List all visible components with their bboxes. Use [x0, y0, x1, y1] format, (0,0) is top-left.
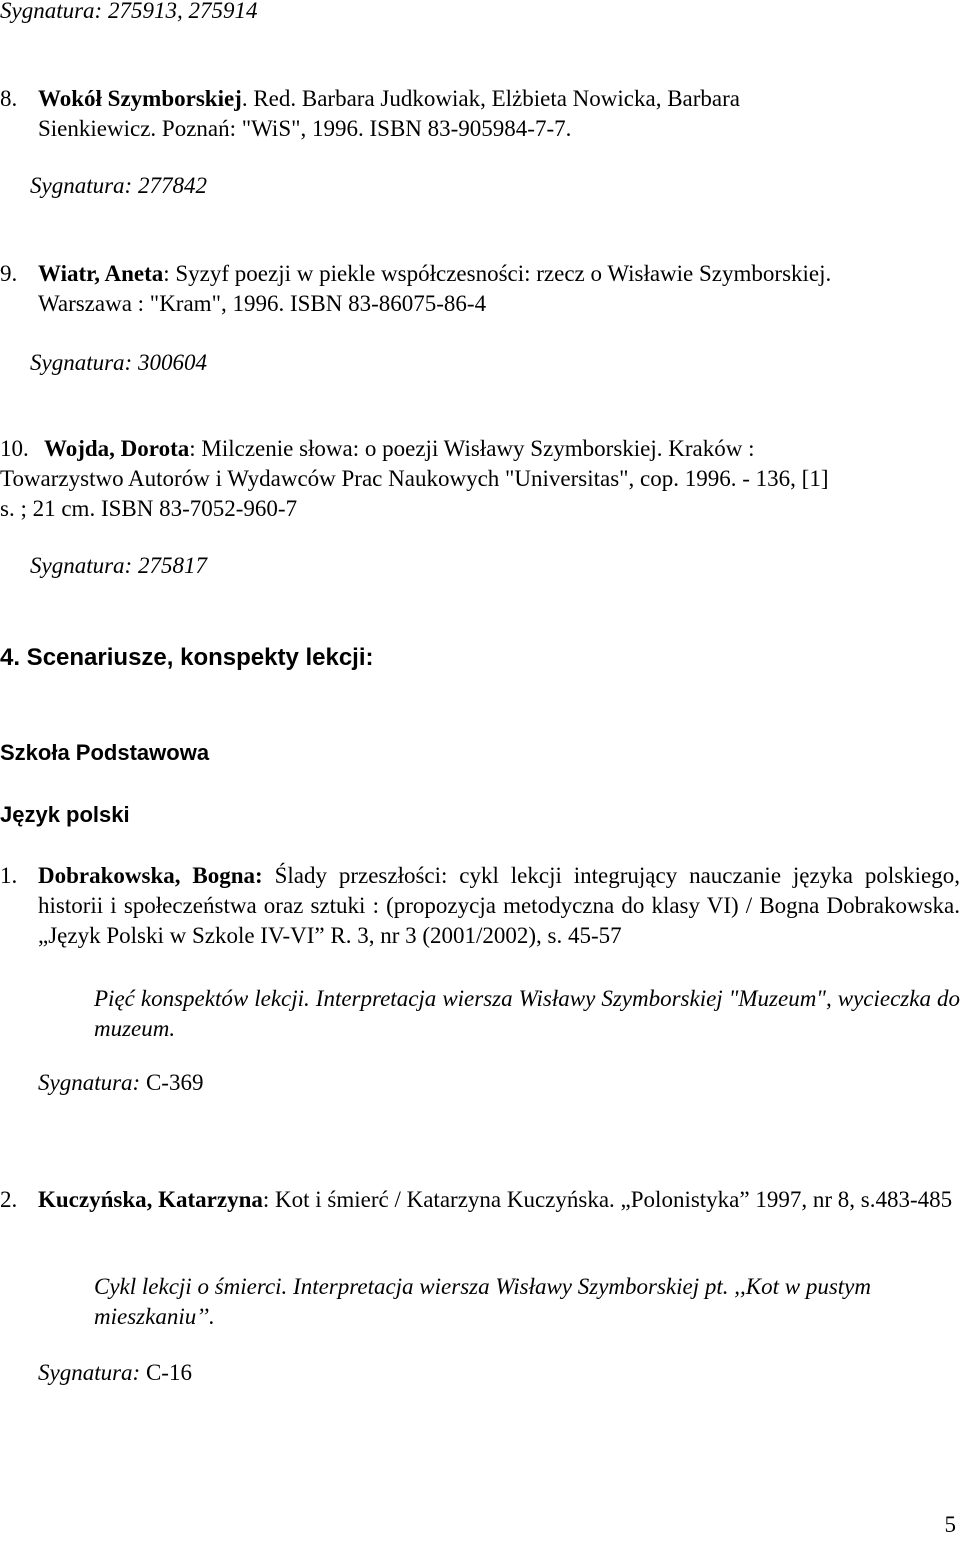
entry-text: [0, 434, 960, 524]
entry-text: [38, 259, 960, 319]
bib-entry-9: [0, 259, 960, 319]
entry-number: 1.: [0, 863, 18, 888]
entry-author: Wiatr, Aneta: [38, 261, 164, 286]
entry-text: [38, 84, 960, 144]
entry-title: Wokół Szymborskiej: [38, 86, 242, 111]
lesson-entry-2: [0, 1185, 960, 1245]
entry-details: Ślady przeszłości: cykl lekcji integrujący nauczanie języka polskiego, historii i społeczeństwa oraz sztuki : (propozycja metodyczna do klasy VI) / Bogna Dobrakowska. „Język Polski w Szkole IV-VI” R. 3, nr 3 (2001/2002), s. 45-57: [38, 863, 960, 948]
lesson-entry-1: [0, 861, 960, 951]
entry-author: Wojda, Dorota: [44, 436, 190, 461]
signature: Sygnatura: 300604: [30, 350, 207, 375]
lesson-note: Cykl lekcji o śmierci. Interpretacja wiersza Wisławy Szymborskiej pt. ,,Kot w pustym mieszkaniu’’.: [94, 1274, 872, 1329]
signature-top: Sygnatura: 275913, 275914: [0, 0, 258, 23]
bib-entry-8: [0, 84, 960, 144]
entry-details: . Red. Barbara Judkowiak, Elżbieta Nowicka, Barbara: [241, 86, 740, 111]
entry-text: [38, 1185, 960, 1215]
signature-label: Sygnatura:: [38, 1070, 141, 1095]
signature: Sygnatura: 275817: [30, 553, 207, 578]
subsection-school: Szkoła Podstawowa: [0, 740, 210, 765]
entry-details-line2: Towarzystwo Autorów i Wydawców Prac Naukowych "Universitas", cop. 1996. - 136, [1]: [0, 466, 829, 491]
section-heading: 4. Scenariusze, konspekty lekcji:: [0, 644, 374, 671]
entry-author: Dobrakowska, Bogna:: [38, 863, 263, 888]
entry-number: 2.: [0, 1187, 18, 1212]
page-number: 5: [944, 1512, 956, 1537]
signature-value: C-369: [140, 1070, 204, 1095]
signature: Sygnatura: 277842: [30, 173, 207, 198]
entry-details-line3: s. ; 21 cm. ISBN 83-7052-960-7: [0, 496, 298, 521]
entry-details-line2: Sienkiewicz. Poznań: "WiS", 1996. ISBN 83-905984-7-7.: [38, 116, 572, 141]
entry-number: 9.: [0, 261, 18, 286]
entry-details: : Kot i śmierć / Katarzyna Kuczyńska. „Polonistyka” 1997, nr 8, s.483-485: [262, 1187, 953, 1212]
entry-number: 10.: [0, 436, 29, 461]
entry-details-line2: Warszawa : "Kram", 1996. ISBN 83-86075-86-4: [38, 291, 487, 316]
signature: [38, 1358, 192, 1388]
entry-details: : Milczenie słowa: o poezji Wisławy Szymborskiej. Kraków :: [189, 436, 755, 461]
subsection-subject: Język polski: [0, 802, 130, 827]
entry-number: 8.: [0, 86, 18, 111]
signature-label: Sygnatura:: [38, 1360, 141, 1385]
signature: [38, 1068, 203, 1098]
lesson-note: Pięć konspektów lekcji. Interpretacja wiersza Wisławy Szymborskiej "Muzeum", wycieczka do muzeum.: [94, 986, 960, 1041]
entry-author: Kuczyńska, Katarzyna: [38, 1187, 263, 1212]
signature-value: C-16: [140, 1360, 192, 1385]
entry-text: [38, 861, 960, 951]
bib-entry-10: [0, 434, 960, 524]
entry-details: : Syzyf poezji w piekle współczesności: rzecz o Wisławie Szymborskiej.: [163, 261, 832, 286]
